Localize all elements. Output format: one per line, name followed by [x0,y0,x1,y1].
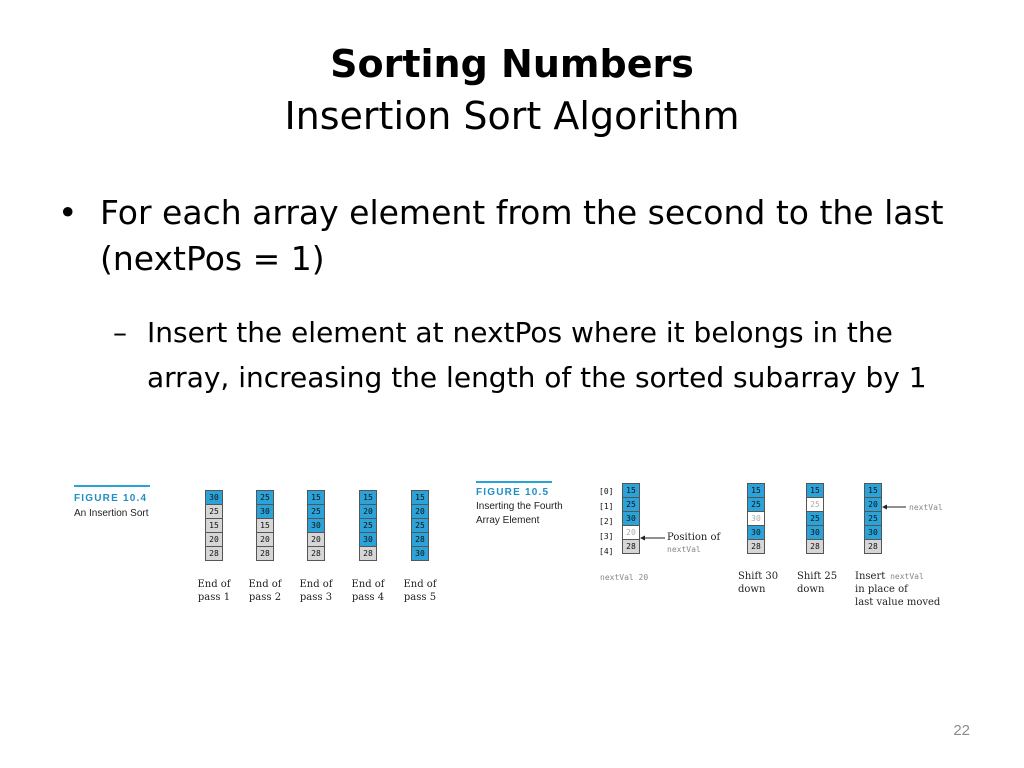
bullet-text: For each array element from the second to the last (nextPos = 1) [100,193,944,278]
array-cell: 30 [864,525,882,540]
figure4-label: FIGURE 10.4 [74,493,148,504]
array-cell: 20 [205,532,223,547]
index-label: [4] [599,547,614,556]
array-cell: 28 [256,546,274,561]
page-number: 22 [953,722,970,739]
pass-column [359,491,377,561]
array-cell: 25 [806,511,824,526]
array-cell: 25 [411,518,429,533]
caption-line: in place of [855,584,908,595]
array-cell: 25 [747,497,765,512]
caption-line: down [738,584,766,595]
subbullet-text: Insert the element at nextPos where it belongs in the array, increasing the length of the sorted subarray by 1 [147,316,927,394]
slide-title-block [0,40,1024,144]
caption-line: pass 5 [403,592,437,603]
step-column [864,484,882,554]
array-cell: 28 [411,532,429,547]
slide-subtitle: Insertion Sort Algorithm [284,94,740,138]
array-cell: 25 [864,511,882,526]
caption-line: End of [299,579,333,590]
array-cell: 15 [622,483,640,498]
array-cell: 25 [806,497,824,512]
array-cell: 30 [256,504,274,519]
array-cell: 28 [359,546,377,561]
array-cell: 20 [256,532,274,547]
array-cell: 30 [307,518,325,533]
array-cell: 15 [806,483,824,498]
pass-caption [286,578,346,604]
insert-mono-label: nextVal [885,572,924,581]
array-cell: 15 [307,490,325,505]
array-cell: 15 [205,518,223,533]
array-cell: 28 [747,539,765,554]
step-caption [855,570,965,609]
pass-column [307,491,325,561]
caption-line: Shift 25 [797,571,838,582]
index-column [599,484,619,559]
bullet-dot-icon: • [58,193,78,232]
array-cell: 28 [205,546,223,561]
array-cell: 28 [622,539,640,554]
array-cell: 30 [411,546,429,561]
pass-column [205,491,223,561]
array-cell: 20 [359,504,377,519]
array-cell: 15 [411,490,429,505]
index-label: [2] [599,517,614,526]
array-cell: 25 [205,504,223,519]
figure5-caption-line1: Inserting the Fourth [476,501,563,512]
caption-line: down [797,584,825,595]
caption-line: End of [197,579,231,590]
caption-line: last value moved [855,597,941,608]
figure5-caption-line2: Array Element [476,515,540,526]
pass-caption [338,578,398,604]
array-cell: 30 [622,511,640,526]
dash-bullet-icon: – [113,316,127,349]
array-cell: 15 [747,483,765,498]
figure5-label: FIGURE 10.5 [476,487,550,498]
caption-line: pass 3 [299,592,333,603]
caption-line: pass 4 [351,592,385,603]
array-cell: 25 [307,504,325,519]
caption-line: End of [351,579,385,590]
array-cell: 28 [307,546,325,561]
array-cell: 30 [806,525,824,540]
position-of-label: Position of [667,532,721,543]
array-cell: 30 [205,490,223,505]
array-cell: 15 [359,490,377,505]
slide-title: Sorting Numbers [330,42,694,86]
nextval-value-label: nextVal 20 [600,573,649,582]
array-cell: 28 [864,539,882,554]
nextval-arrowhead-icon [882,505,887,510]
index-label: [0] [599,487,614,496]
array-cell: 30 [747,525,765,540]
caption-line: Shift 30 [738,571,779,582]
figure4-rule [74,485,150,487]
pass-column [256,491,274,561]
step-column [622,484,640,554]
step-column [747,484,765,554]
step-column [806,484,824,554]
pass-caption [390,578,450,604]
array-cell: 20 [864,497,882,512]
array-cell: 20 [622,525,640,540]
figure4-caption: An Insertion Sort [74,508,149,519]
caption-line: End of [248,579,282,590]
array-cell: 28 [806,539,824,554]
caption-line: pass 2 [248,592,282,603]
position-arrowhead-icon [640,536,645,541]
array-cell: 25 [256,490,274,505]
index-label: [3] [599,532,614,541]
array-cell: 25 [622,497,640,512]
array-cell: 20 [307,532,325,547]
array-cell: 15 [864,483,882,498]
array-cell: 30 [359,532,377,547]
figure5-rule [476,481,552,483]
array-cell: 20 [411,504,429,519]
array-cell: 15 [256,518,274,533]
position-of-mono: nextVal [667,545,701,554]
pass-column [411,491,429,561]
array-cell: 25 [359,518,377,533]
array-cell: 30 [747,511,765,526]
caption-line: pass 1 [197,592,231,603]
caption-line: End of [403,579,437,590]
nextval-arrow-label: nextVal [909,503,943,512]
caption-line: Insert nextVal [855,571,924,582]
index-label: [1] [599,502,614,511]
